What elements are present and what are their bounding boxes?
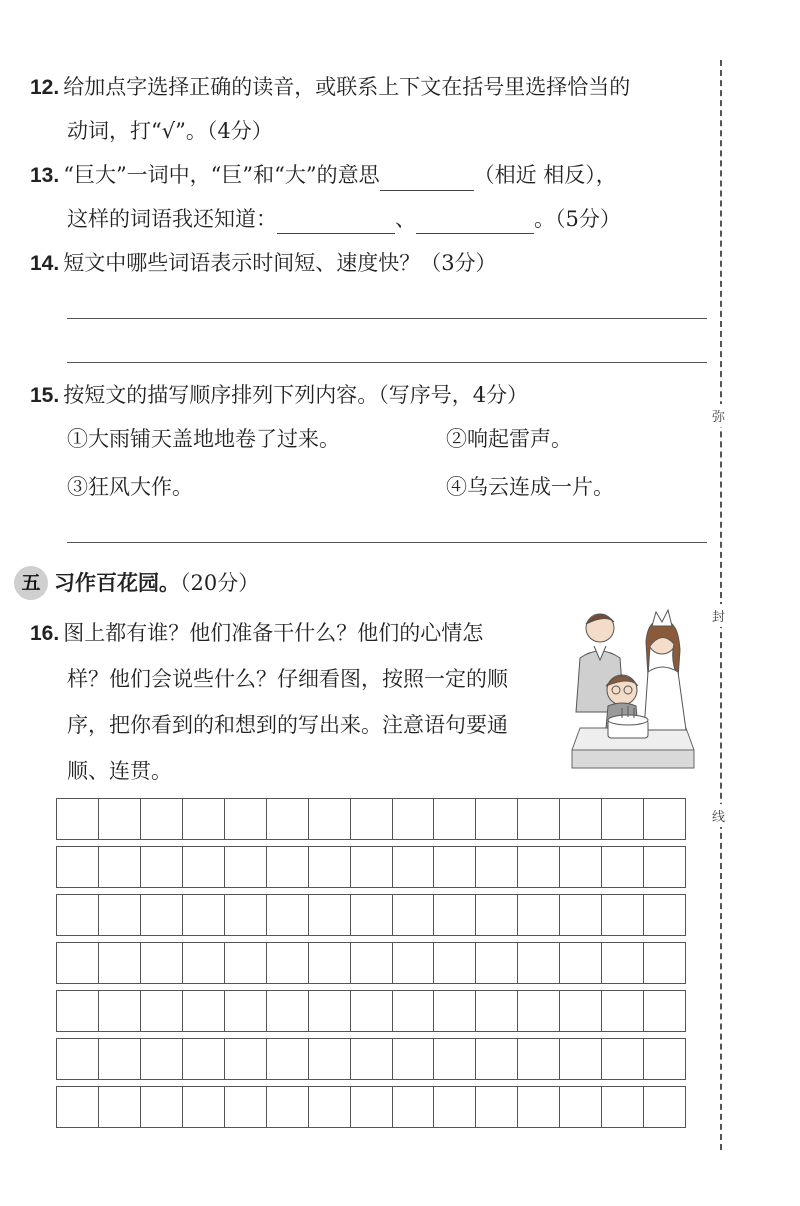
margin-char: 线 <box>712 804 725 827</box>
question-number: 13. <box>30 164 60 187</box>
question-12 <box>30 72 630 103</box>
option-item: ②响起雷声。 <box>446 427 572 451</box>
question-text: 样？他们会说些什么？仔细看图，按照一定的顺 <box>67 667 508 691</box>
grid-row[interactable] <box>56 1086 686 1128</box>
section-title-text: 习作百花园。 <box>54 571 180 595</box>
question-13-line2 <box>67 204 621 234</box>
answer-line[interactable] <box>67 542 707 543</box>
answer-line[interactable] <box>67 362 707 363</box>
question-number: 12. <box>30 76 60 99</box>
question-14 <box>30 248 497 279</box>
grid-row[interactable] <box>56 990 686 1032</box>
birthday-family-illustration <box>566 600 700 772</box>
writing-grid[interactable] <box>56 798 686 1134</box>
option-item: ①大雨铺天盖地地卷了过来。 <box>67 427 340 451</box>
question-15 <box>30 380 528 411</box>
answer-blank[interactable] <box>380 168 474 191</box>
question-text: 按短文的描写顺序排列下列内容。（写序号，4分） <box>63 383 529 407</box>
section-badge: 五 <box>14 566 48 600</box>
question-number: 14. <box>30 252 60 275</box>
question-text: 。（5分） <box>534 207 621 231</box>
margin-char: 封 <box>712 604 725 627</box>
question-text: 动词，打“√”。（4分） <box>67 119 273 143</box>
answer-blank[interactable] <box>416 211 534 234</box>
question-text: “巨大”一词中，“巨”和“大”的意思 <box>63 163 380 187</box>
grid-row[interactable] <box>56 798 686 840</box>
grid-row[interactable] <box>56 942 686 984</box>
question-number: 15. <box>30 384 60 407</box>
question-12-line2 <box>67 116 273 146</box>
section-title <box>54 566 259 600</box>
question-text: 图上都有谁？他们准备干什么？他们的心情怎 <box>63 621 484 645</box>
question-16 <box>30 618 483 649</box>
grid-row[interactable] <box>56 1038 686 1080</box>
option-item: ③狂风大作。 <box>67 475 193 499</box>
question-13 <box>30 160 617 191</box>
margin-char: 弥 <box>712 404 725 427</box>
answer-line[interactable] <box>67 318 707 319</box>
question-number: 16. <box>30 622 60 645</box>
question-options: （相近 相反）， <box>473 163 617 187</box>
answer-blank[interactable] <box>277 211 395 234</box>
question-text: 序，把你看到的和想到的写出来。注意语句要通 <box>67 713 508 737</box>
question-text: 顺、连贯。 <box>67 759 172 783</box>
option-item: ④乌云连成一片。 <box>446 475 614 499</box>
question-text: 这样的词语我还知道： <box>67 207 277 231</box>
separator: 、 <box>395 207 416 231</box>
grid-row[interactable] <box>56 894 686 936</box>
question-text: 短文中哪些词语表示时间短、速度快？（3分） <box>63 251 497 275</box>
grid-row[interactable] <box>56 846 686 888</box>
question-text: 给加点字选择正确的读音，或联系上下文在括号里选择恰当的 <box>63 75 631 99</box>
section-points: （20分） <box>180 571 260 595</box>
